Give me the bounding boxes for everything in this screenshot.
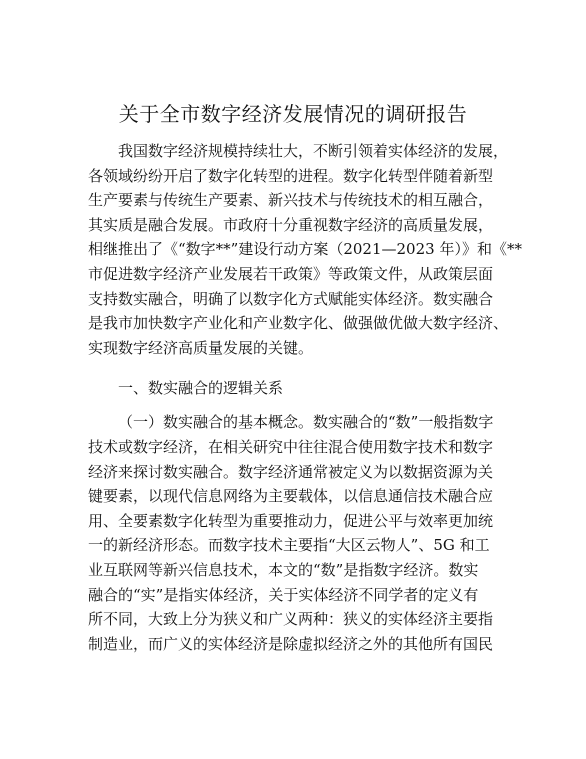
paragraph-line: 业互联网等新兴信息技术，本文的“数”是指数字经济。数实 [88,560,479,579]
paragraph-line: 制造业，而广义的实体经济是除虚拟经济之外的其他所有国民 [88,634,494,653]
spacer [88,402,508,410]
paragraph-line: 市促进数字经济产业发展若干政策》等政策文件，从政策层面 [88,264,494,283]
paragraph-line: 技术或数字经济，在相关研究中往往混合使用数字技术和数字 [88,437,494,456]
paragraph-line: 是我市加快数字产业化和产业数字化、做强做优做大数字经济、 [88,314,509,333]
paragraph-line: 其实质是融合发展。市政府十分重视数字经济的高质量发展， [88,215,494,234]
paragraph-line: （一）数实融合的基本概念。数实融合的“数”一般指数字 [118,413,494,432]
paragraph-line: 经济来探讨数实融合。数字经济通常被定义为以数据资源为关 [88,462,494,481]
spacer [88,360,508,374]
paragraph-line: 键要素，以现代信息网络为主要载体，以信息通信技术融合应 [88,487,494,506]
paragraph-line: 实现数字经济高质量发展的关键。 [88,338,314,357]
paragraph-line: 所不同，大致上分为狭义和广义两种：狭义的实体经济主要指 [88,610,494,629]
paragraph-line: 一的新经济形态。而数字技术主要指“大区云物人”、5G 和工 [88,536,490,555]
intro-paragraph [88,139,522,360]
paragraph-line: 用、全要素数字化转型为重要推动力，促进公平与效率更加统 [88,511,494,530]
document-body [88,139,522,656]
paragraph-line: 相继推出了《“数字**”建设行动方案（2021—2023 年）》和《** [88,240,522,259]
paragraph-line: 生产要素与传统生产要素、新兴技术与传统技术的相互融合， [88,191,494,210]
paragraph-line: 我国数字经济规模持续壮大，不断引领着实体经济的发展， [118,142,509,160]
section-heading: 一、数实融合的逻辑关系 [118,379,284,398]
concept-paragraph [88,410,508,656]
paragraph-line: 各领域纷纷开启了数字化转型的进程。数字化转型伴随着新型 [88,166,494,185]
paragraph-line: 融合的“实”是指实体经济，关于实体经济不同学者的定义有 [88,585,479,604]
paragraph-line: 支持数实融合，明确了以数字化方式赋能实体经济。数实融合 [88,289,494,308]
document-title: 关于全市数字经济发展情况的调研报告 [118,102,468,126]
